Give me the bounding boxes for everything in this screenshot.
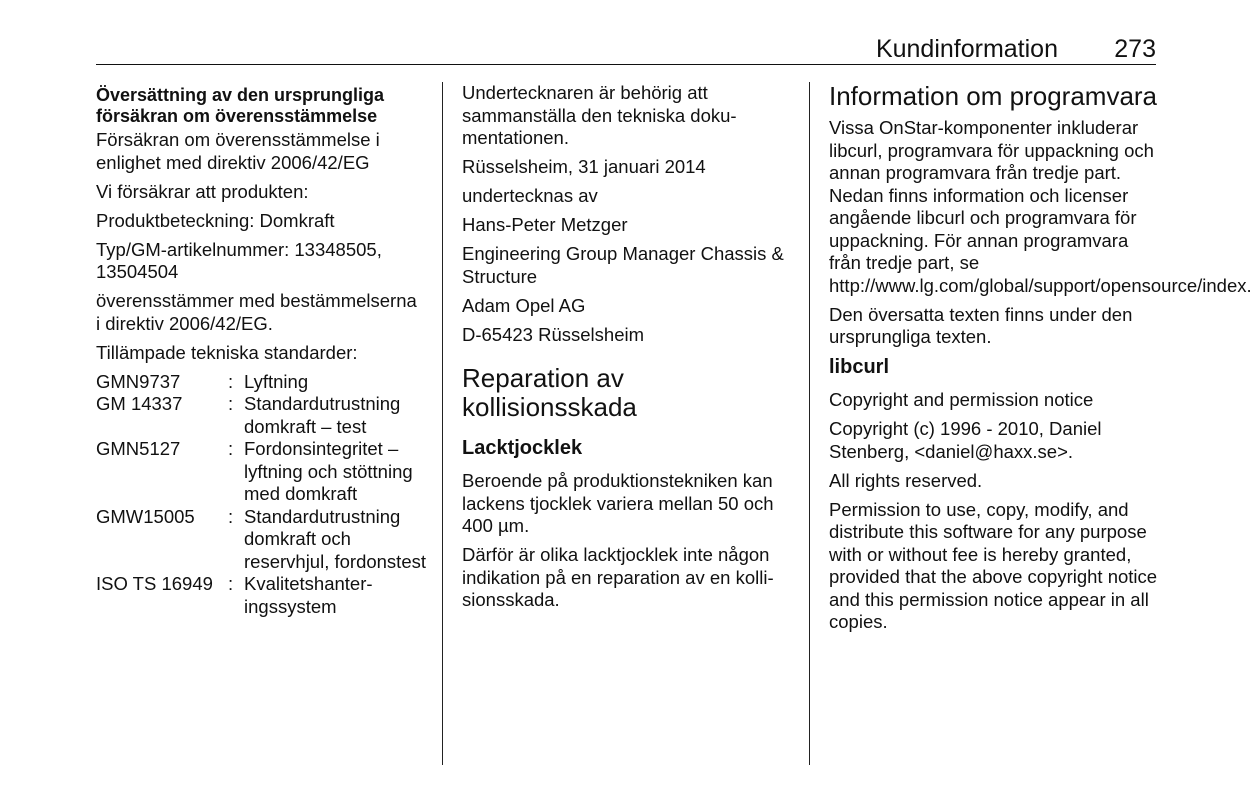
paragraph: Den översatta texten finns under den ursprungliga texten. — [829, 303, 1133, 347]
column-right — [829, 81, 1252, 640]
standard-description: Kvalitetshanteringssystem — [244, 573, 373, 617]
table-row — [96, 393, 426, 438]
separator: : — [228, 393, 234, 414]
section-heading: Reparation av kollisionsskada — [462, 363, 637, 422]
table-row — [96, 506, 426, 574]
standard-description: Fordonsintegritet – lyftning och stöttning med domkraft — [244, 438, 413, 504]
separator: : — [228, 438, 234, 459]
standard-code: GMN9737 — [96, 370, 181, 392]
paragraph: Tillämpade tekniska standarder: — [96, 341, 358, 363]
paragraph: Adam Opel AG — [462, 294, 586, 316]
paragraph: Hans-Peter Metzger — [462, 214, 628, 235]
declaration-heading: Översättning av den ursprungliga försäkran om överensstämmelse — [96, 85, 385, 126]
paragraph: Undertecknaren är behörig att sammanställa den tekniska dokumentationen. — [462, 82, 737, 148]
table-row — [96, 371, 426, 394]
paragraph: Beroende på produktionstekniken kan lackens tjocklek variera mellan 50 och 400 µm. — [462, 470, 774, 536]
paragraph: Vi försäkrar att produkten: — [96, 180, 309, 202]
paragraph: Copyright (c) 1996 - 2010, Daniel Stenberg, <daniel@haxx.se>. — [829, 418, 1102, 462]
standard-code: ISO TS 16949 — [96, 573, 213, 594]
separator: : — [228, 573, 234, 594]
paragraph: Vissa OnStar-komponenter inkluderar libcurl, programvara för uppackning och annan programvara från tredje part. Nedan finns information och licenser angående libcurl och programvara för uppackning. För annan programvara från tredje part, se http://www.lg.com/global/support/opensource/index. — [829, 117, 1252, 296]
standard-description: Lyftning — [244, 370, 309, 392]
standard-description: Standardutrustning domkraft – test — [244, 393, 401, 437]
section-title: Kundinformation — [875, 35, 1058, 63]
page-number: 273 — [1114, 35, 1156, 63]
table-row — [96, 438, 426, 506]
column-left — [96, 85, 426, 618]
paragraph: undertecknas av — [462, 185, 598, 206]
standard-code: GMN5127 — [96, 438, 181, 459]
standard-code: GMW15005 — [96, 505, 195, 527]
subsection-heading: Lacktjocklek — [462, 437, 583, 459]
standard-description: Standardutrustning domkraft och reservhjul, fordonstest — [244, 505, 427, 572]
table-row — [96, 573, 426, 618]
column-divider — [809, 82, 810, 765]
page-header — [96, 34, 1156, 65]
paragraph: Engineering Group Manager Chassis & Structure — [462, 243, 784, 287]
subsection-heading: libcurl — [829, 356, 890, 378]
paragraph: överensstämmer med bestämmelserna i direktiv 2006/42/EG. — [96, 290, 417, 334]
column-divider — [442, 82, 443, 765]
paragraph: Typ/GM-artikelnummer: 13348505, 13504504 — [96, 238, 382, 282]
paragraph: Försäkran om överensstämmelse i enlighet med direktiv 2006/42/EG — [96, 129, 380, 173]
paragraph: Rüsselsheim, 31 januari 2014 — [462, 156, 706, 177]
paragraph: Copyright and permission notice — [829, 389, 1094, 410]
section-heading: Information om programvara — [829, 81, 1158, 111]
standards-table — [96, 371, 426, 619]
separator: : — [228, 505, 234, 527]
paragraph: Produktbeteckning: Domkraft — [96, 209, 335, 231]
standard-code: GM 14337 — [96, 393, 183, 414]
paragraph: Permission to use, copy, modify, and distribute this software for any purpose with or without fee is hereby granted, provided that the above copyright notice and this permission notice appear in all copies. — [829, 498, 1158, 632]
paragraph: D-65423 Rüsselsheim — [462, 323, 645, 345]
column-middle — [462, 82, 797, 618]
paragraph: All rights reserved. — [829, 469, 983, 491]
separator: : — [228, 370, 234, 392]
paragraph: Därför är olika lacktjocklek inte någon indikation på en reparation av en kollisionsskada. — [462, 544, 774, 610]
